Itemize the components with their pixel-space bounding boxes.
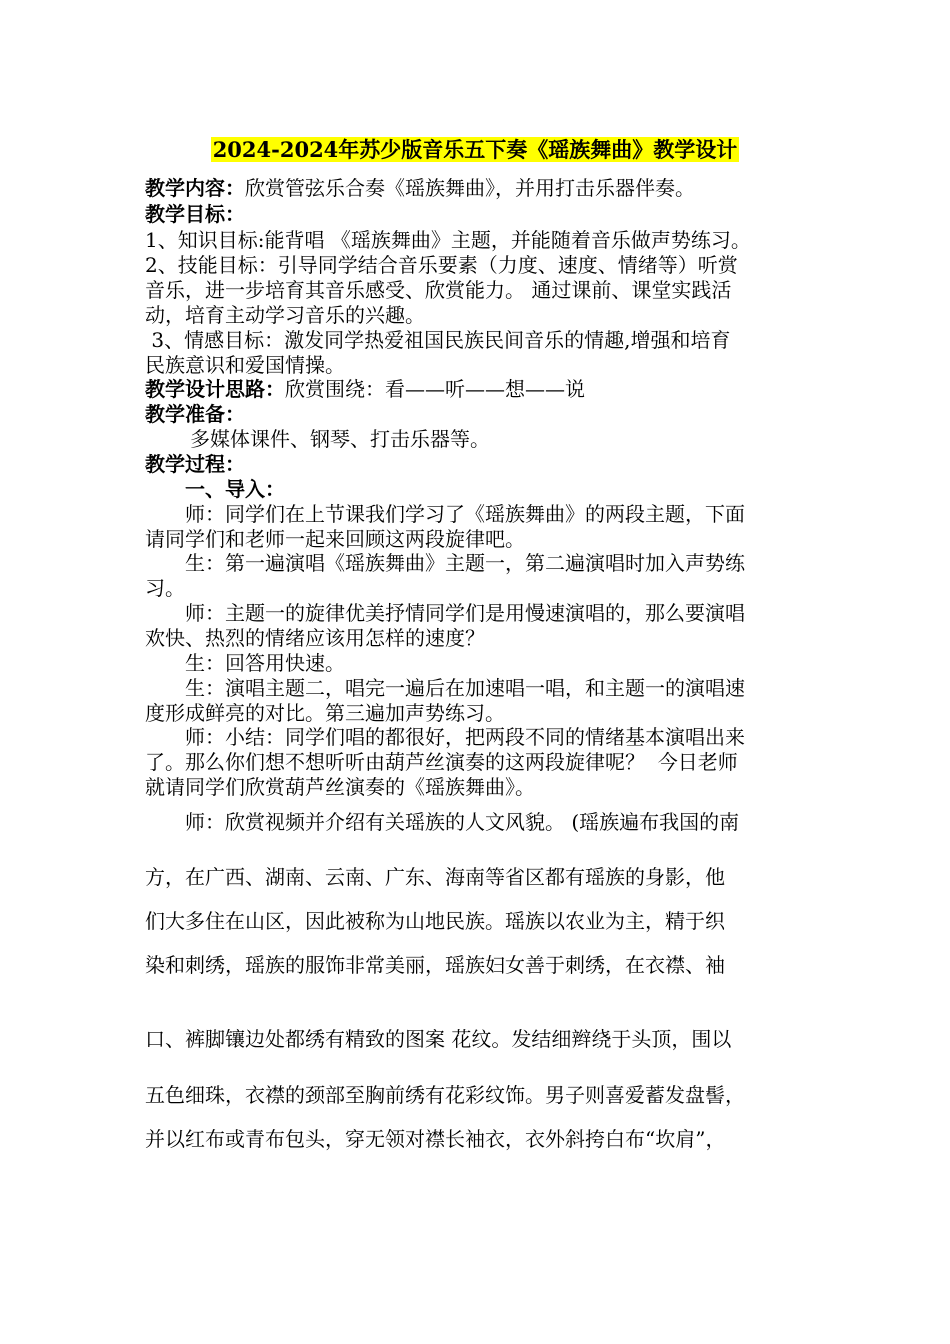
design-label: 教学设计思路：	[145, 377, 285, 401]
paragraph-7-line-5: 口、裤脚镶边处都绣有精致的图案 花纹。发结细辫绕于头顶，围以	[145, 1027, 732, 1051]
goal-2-line-2: 音乐，进一步培育其音乐感受、欣赏能力。 通过课前、课堂实践活	[145, 278, 732, 302]
page-title	[0, 136, 950, 164]
content-line	[145, 175, 825, 201]
paragraph-2-line-1: 生：第一遍演唱《瑶族舞曲》主题一，第二遍演唱时加入声势练	[185, 551, 745, 575]
paragraph-4: 生：回答用快速。	[185, 651, 345, 675]
paragraph-6-line-3: 就请同学们欣赏葫芦丝演奏的《瑶族舞曲》。	[145, 775, 535, 799]
design-text: 欣赏围绕：看——听——想——说	[285, 377, 585, 401]
paragraph-1-line-1: 师：同学们在上节课我们学习了《瑶族舞曲》的两段主题，下面	[185, 502, 745, 526]
paragraph-5-line-1: 生：演唱主题二，唱完一遍后在加速唱一唱，和主题一的演唱速	[185, 676, 745, 700]
paragraph-5-line-2: 度形成鲜亮的对比。第三遍加声势练习。	[145, 701, 505, 725]
paragraph-7-line-1: 师：欣赏视频并介绍有关瑶族的人文风貌。 (瑶族遍布我国的南	[185, 810, 740, 834]
paragraph-7-line-4: 染和刺绣，瑶族的服饰非常美丽，瑶族妇女善于刺绣，在衣襟、袖	[145, 953, 725, 977]
paragraph-3-line-2: 欢快、热烈的情绪应该用怎样的速度？	[145, 626, 485, 650]
paragraph-7-line-7: 并以红布或青布包头，穿无领对襟长袖衣，衣外斜挎白布“坎肩”，	[145, 1127, 726, 1151]
paragraph-7-line-3: 们大多住在山区，因此被称为山地民族。瑶族以农业为主，精于织	[145, 909, 725, 933]
title-text: 2024-2024年苏少版音乐五下奏《瑶族舞曲》教学设计	[212, 137, 738, 162]
design-line	[145, 376, 825, 402]
paragraph-7-line-2: 方，在广西、湖南、云南、广东、海南等省区都有瑶族的身影，他	[145, 865, 725, 889]
prep-text: 多媒体课件、钢琴、打击乐器等。	[190, 427, 490, 451]
goal-3-line-1: 3、情感目标：激发同学热爱祖国民族民间音乐的情趣,增强和培育	[145, 328, 731, 352]
goals-label: 教学目标：	[145, 202, 245, 226]
paragraph-7-line-6: 五色细珠，衣襟的颈部至胸前绣有花彩纹饰。男子则喜爱蓄发盘髻，	[145, 1083, 745, 1107]
intro-heading: 一、导入：	[185, 477, 285, 501]
paragraph-2-line-2: 习。	[145, 576, 185, 600]
content-text: 欣赏管弦乐合奏《瑶族舞曲》，并用打击乐器伴奏。	[245, 176, 695, 200]
content-label: 教学内容：	[145, 176, 245, 200]
prep-label: 教学准备：	[145, 402, 245, 426]
paragraph-6-line-2: 了。那么你们想不想听听由葫芦丝演奏的这两段旋律呢？ 今日老师	[145, 750, 738, 774]
process-label: 教学过程：	[145, 452, 245, 476]
goal-1: 1、知识目标:能背唱 《瑶族舞曲》主题，并能随着音乐做声势练习。	[145, 228, 751, 252]
goal-2-line-3: 动，培育主动学习音乐的兴趣。	[145, 303, 425, 327]
paragraph-3-line-1: 师：主题一的旋律优美抒情同学们是用慢速演唱的，那么要演唱	[185, 601, 745, 625]
paragraph-6-line-1: 师：小结：同学们唱的都很好，把两段不同的情绪基本演唱出来	[185, 725, 745, 749]
goal-2-line-1: 2、技能目标：引导同学结合音乐要素（力度、速度、情绪等）听赏	[145, 253, 738, 277]
paragraph-1-line-2: 请同学们和老师一起来回顾这两段旋律吧。	[145, 527, 525, 551]
goal-3-line-2: 民族意识和爱国情操。	[145, 353, 345, 377]
